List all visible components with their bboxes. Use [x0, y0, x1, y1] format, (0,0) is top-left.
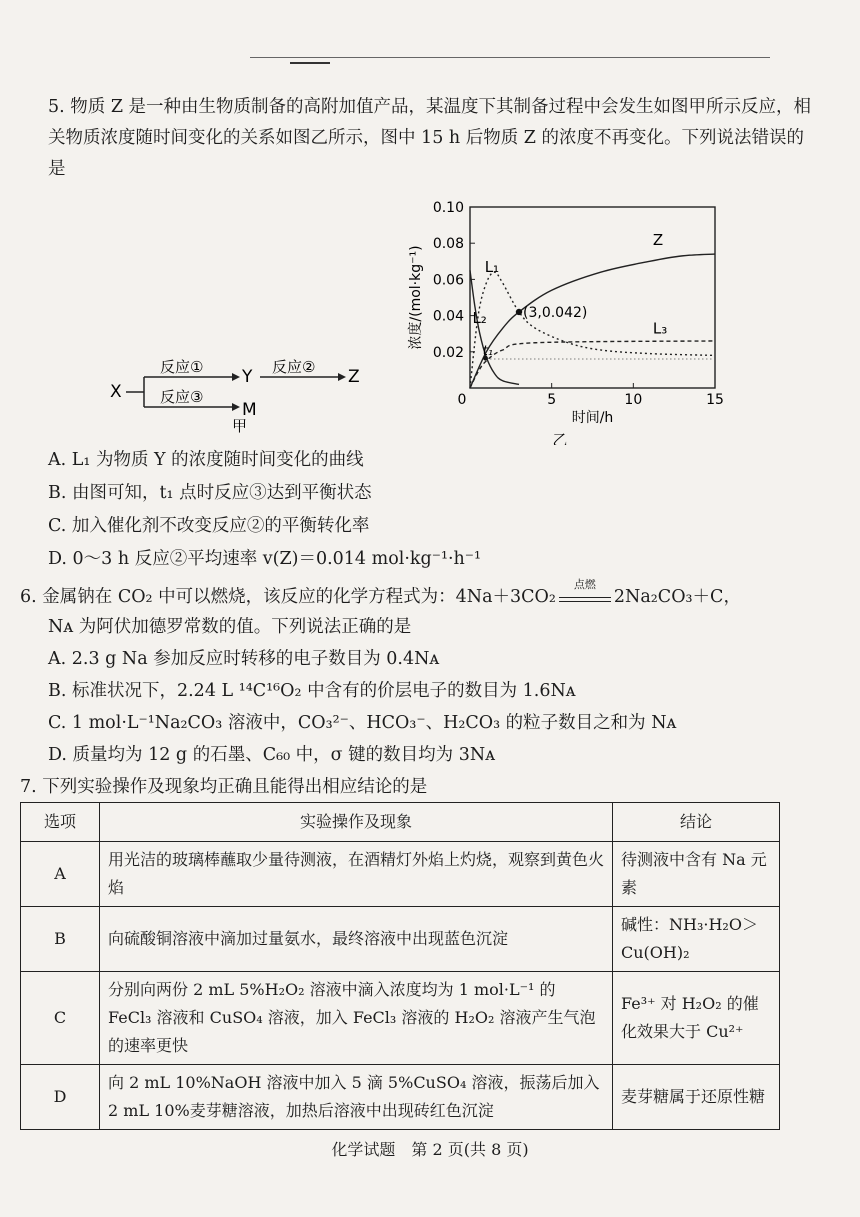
header-operation: 实验操作及现象 [100, 803, 613, 842]
scheme-m: M [242, 400, 257, 420]
concentration-chart [400, 195, 730, 445]
q7-stem: 7. 下列实验操作及现象均正确且能得出相应结论的是 [20, 777, 428, 797]
q5-stem: 5. 物质 Z 是一种由生物质制备的高附加值产品，某温度下其制备过程中会发生如图甲所示反应，相关物质浓度随时间变化的关系如图乙所示，图中 15 h 后物质 Z 的浓度不再变化。下列说法错误的是 [48, 97, 812, 179]
q6-option-a: A. 2.3 g Na 参加反应时转移的电子数目为 0.4Nᴀ [48, 649, 440, 669]
x-tick-label: 5 [547, 392, 557, 408]
top-rule-mark [290, 62, 330, 64]
series-line-L₁ [470, 272, 715, 388]
experiment-table [20, 802, 780, 1130]
q5-option-a: A. L₁ 为物质 Y 的浓度随时间变化的曲线 [48, 450, 364, 470]
y-tick-label: 0.02 [432, 344, 464, 361]
scheme-y: Y [242, 367, 253, 387]
chart-caption: 乙 [552, 431, 568, 445]
row-operation: 用光洁的玻璃棒蘸取少量待测液，在酒精灯外焰上灼烧，观察到黄色火焰 [100, 842, 613, 907]
row-conclusion: 待测液中含有 Na 元素 [613, 842, 780, 907]
y-tick-label: 0.06 [432, 272, 464, 289]
table-header-row [21, 803, 780, 842]
series-label: L₁ [484, 258, 500, 277]
series-line-Z [470, 254, 715, 388]
q6-stem-post: 2Na₂CO₃＋C， [613, 587, 741, 607]
table-row [21, 907, 780, 972]
q6-stem-pre: 6. 金属钠在 CO₂ 中可以燃烧，该反应的化学方程式为：4Na＋3CO₂ [20, 587, 556, 607]
x-tick-label: 15 [706, 392, 724, 408]
q6-option-d: D. 质量均为 12 g 的石墨、C₆₀ 中，σ 键的数目均为 3Nᴀ [48, 745, 496, 765]
row-option: C [21, 972, 100, 1065]
table-row [21, 1065, 780, 1130]
row-operation: 向 2 mL 10%NaOH 溶液中加入 5 滴 5%CuSO₄ 溶液，振荡后加入 2 mL 10%麦芽糖溶液，加热后溶液中出现砖红色沉淀 [100, 1065, 613, 1130]
page-footer: 化学试题 第 2 页(共 8 页) [331, 1140, 529, 1159]
scheme-r2: 反应② [272, 358, 316, 376]
y-tick-label: 0.10 [432, 200, 464, 216]
q6-stem-line2: Nᴀ 为阿伏加德罗常数的值。下列说法正确的是 [48, 617, 412, 637]
row-conclusion: 麦芽糖属于还原性糖 [613, 1065, 780, 1130]
series-label: Z [652, 231, 664, 250]
series-line-L₂ [470, 270, 519, 384]
x-axis-label: 时间/h [571, 410, 614, 426]
header-option: 选项 [21, 803, 100, 842]
scheme-caption: 甲 [232, 417, 248, 435]
table-row [21, 842, 780, 907]
reaction-scheme [100, 355, 380, 435]
x-tick-label: 10 [624, 392, 643, 408]
y-axis-label: 浓度/(mol·kg⁻¹) [408, 245, 424, 350]
table-row [21, 972, 780, 1065]
intersection-point [516, 309, 522, 315]
x-tick-label: 0 [457, 392, 467, 408]
row-conclusion: Fe³⁺ 对 H₂O₂ 的催化效果大于 Cu²⁺ [613, 972, 780, 1065]
q5-option-d: D. 0～3 h 反应②平均速率 v(Z)＝0.014 mol·kg⁻¹·h⁻¹ [48, 549, 482, 569]
series-label: L₂ [472, 308, 487, 327]
y-tick-label: 0.04 [432, 308, 464, 325]
scheme-r1: 反应① [160, 358, 204, 376]
t1-label: t₁ [482, 344, 494, 360]
q6-stem-line1 [20, 578, 741, 609]
q5-option-c: C. 加入催化剂不改变反应②的平衡转化率 [48, 516, 370, 536]
row-option: D [21, 1065, 100, 1130]
scheme-z: Z [348, 367, 360, 387]
row-conclusion: 碱性：NH₃·H₂O＞Cu(OH)₂ [613, 907, 780, 972]
scheme-x: X [110, 382, 122, 402]
row-option: A [21, 842, 100, 907]
q6-option-b: B. 标准状况下，2.24 L ¹⁴C¹⁶O₂ 中含有的价层电子的数目为 1.6Nᴀ [48, 681, 576, 701]
y-tick-label: 0.08 [432, 236, 464, 253]
q6-condition: 点燃 [573, 578, 596, 591]
reaction-condition-arrow [556, 578, 614, 609]
row-option: B [21, 907, 100, 972]
intersection-label: (3,0.042) [523, 304, 588, 321]
row-operation: 向硫酸铜溶液中滴加过量氨水，最终溶液中出现蓝色沉淀 [100, 907, 613, 972]
top-rule [250, 57, 770, 58]
series-line-L₃ [470, 341, 715, 388]
scheme-r3: 反应③ [160, 388, 204, 406]
header-conclusion: 结论 [613, 803, 780, 842]
q6-option-c: C. 1 mol·L⁻¹Na₂CO₃ 溶液中，CO₃²⁻、HCO₃⁻、H₂CO₃ 的粒子数目之和为 Nᴀ [48, 713, 677, 733]
plot-frame [470, 207, 715, 388]
q5-option-b: B. 由图可知，t₁ 点时反应③达到平衡状态 [48, 483, 372, 503]
series-label: L₃ [652, 319, 668, 338]
row-operation: 分别向两份 2 mL 5%H₂O₂ 溶液中滴入浓度均为 1 mol·L⁻¹ 的 FeCl₃ 溶液和 CuSO₄ 溶液，加入 FeCl₃ 溶液的 H₂O₂ 溶液产生气泡的速率更快 [100, 972, 613, 1065]
